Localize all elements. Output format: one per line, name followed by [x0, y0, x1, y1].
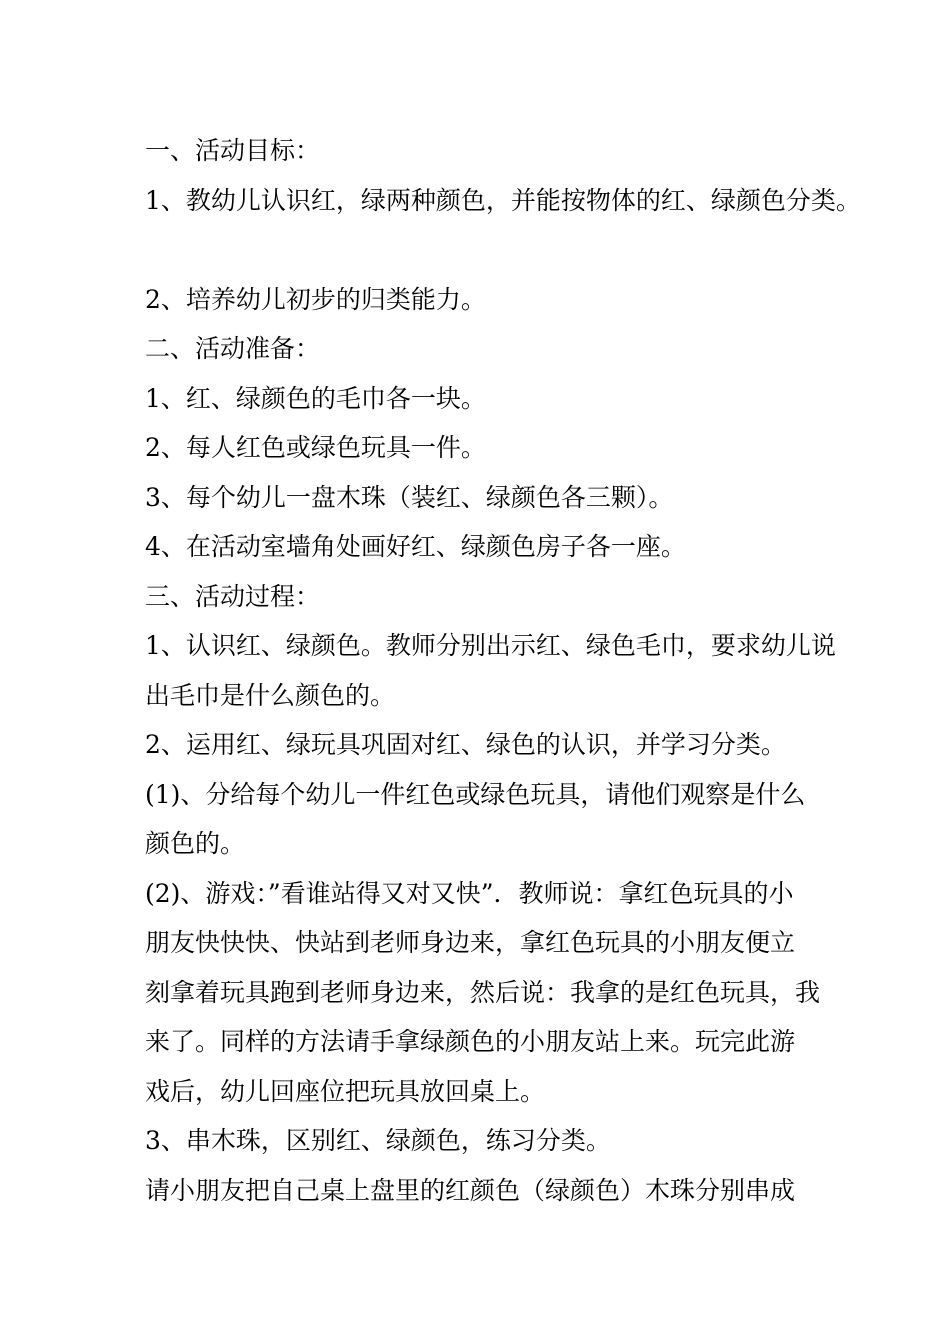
blank-line	[145, 225, 835, 275]
process-subitem-1-line-1: (1)、分给每个幼儿一件红色或绿色玩具，请他们观察是什么	[145, 779, 806, 809]
process-subitem-2-line-1: (2)、游戏：”看谁站得又对又快”．教师说：拿红色玩具的小	[145, 878, 794, 908]
process-subitem-1-line-2: 颜色的。	[145, 829, 246, 858]
heading-activity-preparation: 二、活动准备：	[145, 334, 321, 363]
preparation-item-4: 4、在活动室墙角处画好红、绿颜色房子各一座。	[145, 532, 686, 561]
process-item-3-detail: 请小朋友把自己桌上盘里的红颜色（绿颜色）木珠分别串成	[145, 1175, 796, 1205]
heading-activity-goals: 一、活动目标：	[145, 136, 321, 165]
process-item-3: 3、串木珠，区别红、绿颜色，练习分类。	[145, 1126, 611, 1155]
goal-item-2: 2、培养幼儿初步的归类能力。	[145, 284, 486, 314]
preparation-item-1: 1、红、绿颜色的毛巾各一块。	[145, 383, 486, 413]
goal-item-1: 1、教幼儿认识红，绿两种颜色，并能按物体的红、绿颜色分类。	[145, 185, 861, 215]
process-subitem-2-line-4: 来了。同样的方法请手拿绿颜色的小朋友站上来。玩完此游	[145, 1027, 796, 1056]
preparation-item-3: 3、每个幼儿一盘木珠（装红、绿颜色各三颗）。	[145, 482, 674, 512]
preparation-item-2: 2、每人红色或绿色玩具一件。	[145, 433, 486, 462]
process-subitem-2-line-5: 戏后，幼儿回座位把玩具放回桌上。	[145, 1076, 546, 1106]
document-body	[145, 126, 861, 1215]
process-item-1-line-1: 1、认识红、绿颜色。教师分别出示红、绿色毛巾，要求幼儿说	[145, 631, 836, 660]
process-subitem-2-line-2: 朋友快快快、快站到老师身边来，拿红色玩具的小朋友便立	[145, 928, 796, 957]
process-item-1-line-2: 出毛巾是什么颜色的。	[145, 680, 396, 710]
heading-activity-process: 三、活动过程：	[145, 581, 321, 611]
process-subitem-2-line-3: 刻拿着玩具跑到老师身边来，然后说：我拿的是红色玩具，我	[145, 977, 821, 1007]
process-item-2: 2、运用红、绿玩具巩固对红、绿色的认识，并学习分类。	[145, 730, 786, 759]
